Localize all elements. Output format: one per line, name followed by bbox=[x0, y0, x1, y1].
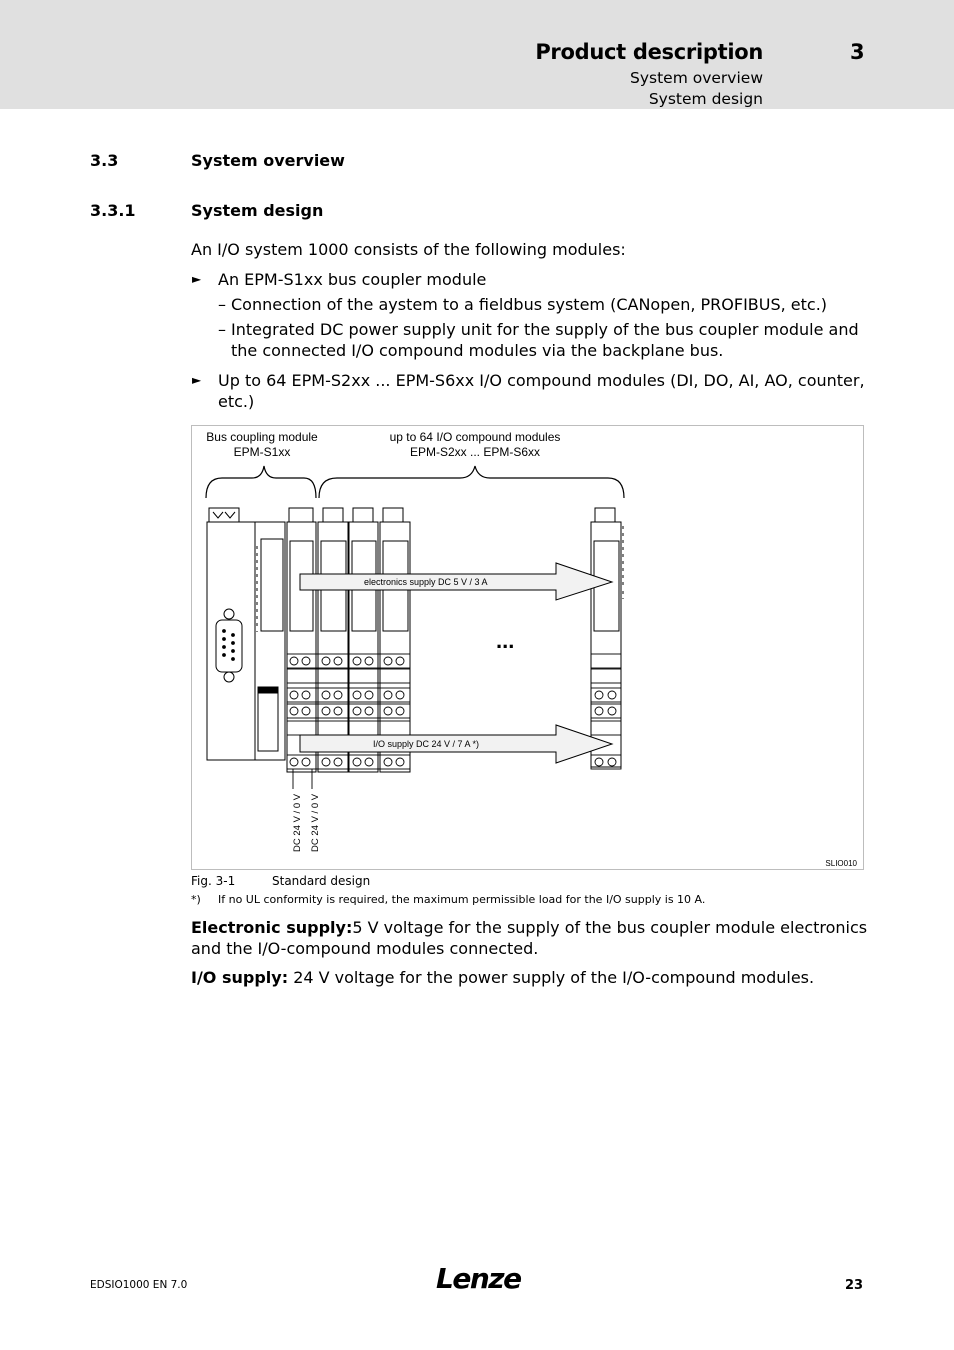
subsection-title: System design bbox=[191, 201, 324, 220]
arrow-io-label: I/O supply DC 24 V / 7 A *) bbox=[373, 739, 480, 749]
sub-item-connection bbox=[218, 294, 868, 315]
page-number: 23 bbox=[845, 1278, 864, 1293]
chapter-number: 3 bbox=[850, 40, 865, 64]
voltage-label-1: DC 24 V / 0 V bbox=[292, 793, 303, 852]
label-bus-coupling-2: EPM-S1xx bbox=[233, 445, 291, 459]
system-design-diagram bbox=[192, 426, 865, 871]
lenze-logo: Lenze bbox=[436, 1262, 521, 1295]
voltage-label-2: DC 24 V / 0 V bbox=[310, 793, 321, 852]
electronic-supply-label: Electronic supply: bbox=[191, 918, 353, 937]
brace-io-modules bbox=[319, 466, 624, 498]
ellipsis-mark: ... bbox=[496, 628, 515, 653]
bullet-io-modules: Up to 64 EPM-S2xx ... EPM-S6xx I/O compound modules (DI, DO, AI, AO, counter, etc.) bbox=[218, 371, 865, 411]
figure-reference: SLIO010 bbox=[825, 859, 857, 868]
bullet-marker: ► bbox=[192, 272, 202, 286]
system-design-figure bbox=[191, 425, 864, 870]
io-supply-text: 24 V voltage for the power supply of the I/O-compound modules. bbox=[288, 968, 815, 987]
electronic-supply-text: 5 V voltage for the supply of the bus coupler module electronics and the I/O-compound modules connected. bbox=[191, 918, 868, 958]
sub-item-power-supply bbox=[218, 319, 868, 361]
label-io-modules-2: EPM-S2xx ... EPM-S6xx bbox=[409, 445, 541, 459]
figure-title: Standard design bbox=[272, 874, 371, 888]
io-supply-label: I/O supply: bbox=[191, 968, 289, 987]
label-io-modules-1: up to 64 I/O compound modules bbox=[389, 430, 561, 444]
section-title: System overview bbox=[191, 151, 345, 170]
footnote-mark: *) bbox=[191, 893, 201, 906]
label-bus-coupling-1: Bus coupling module bbox=[206, 430, 318, 444]
chapter-title: Product description bbox=[535, 40, 763, 64]
io-supply-paragraph bbox=[191, 967, 871, 988]
dash-marker: – bbox=[218, 320, 226, 339]
dash-marker: – bbox=[218, 295, 226, 314]
bullet-bus-coupler: An EPM-S1xx bus coupler module bbox=[218, 270, 487, 289]
section-number: 3.3 bbox=[90, 151, 119, 170]
brace-bus-coupler bbox=[206, 466, 316, 498]
arrow-electronics-label: electronics supply DC 5 V / 3 A bbox=[364, 577, 488, 587]
intro-text: An I/O system 1000 consists of the following modules: bbox=[191, 240, 626, 259]
footnote-text: If no UL conformity is required, the maximum permissible load for the I/O supply is 10 A. bbox=[218, 893, 706, 906]
subsection-number: 3.3.1 bbox=[90, 201, 136, 220]
sub-item-text: Connection of the aystem to a fieldbus system (CANopen, PROFIBUS, etc.) bbox=[231, 295, 828, 314]
header-band bbox=[0, 0, 954, 109]
header-subsection: System design bbox=[648, 90, 763, 108]
document-id: EDSIO1000 EN 7.0 bbox=[90, 1279, 188, 1291]
electronic-supply-paragraph bbox=[191, 917, 871, 959]
bus-coupler-module bbox=[207, 508, 285, 760]
bullet-marker: ► bbox=[192, 373, 202, 387]
header-section: System overview bbox=[630, 69, 763, 87]
figure-number: Fig. 3-1 bbox=[191, 874, 236, 888]
sub-item-text: Integrated DC power supply unit for the supply of the bus coupler module and the connected I/O compound modules via the backplane bus. bbox=[231, 320, 859, 360]
